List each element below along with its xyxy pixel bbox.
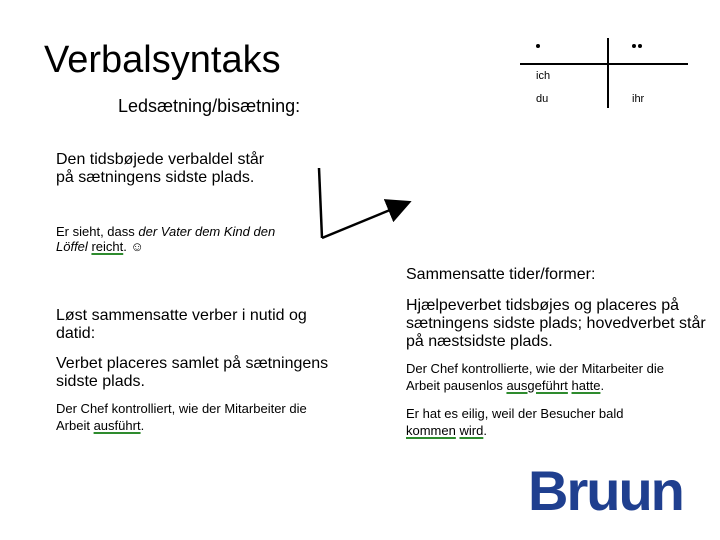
verb-reicht: reicht bbox=[91, 239, 124, 254]
verb-ausgefuehrt: ausgeführt bbox=[506, 378, 568, 393]
verb-ausfuehrt: ausführt bbox=[93, 418, 141, 433]
pronoun-ihr: ihr bbox=[632, 93, 645, 105]
example-sentence-4: Er hat es eilig, weil der Besucher bald kommen wird. bbox=[406, 406, 624, 438]
arrow-diagram-icon bbox=[312, 160, 417, 246]
grid-vertical-line bbox=[607, 38, 609, 108]
example-sentence-3: Der Chef kontrolliert, wie der Mitarbeiter die Arbeit ausführt. bbox=[56, 401, 307, 433]
verb-hatte: hatte bbox=[571, 378, 601, 393]
example-sentence: Er sieht, dass der Vater dem Kind den Löffel reicht. ☺ bbox=[56, 224, 276, 254]
right-rule: Hjælpeverbet tidsbøjes og placeres på sætningens sidste plads; hovedverbet står på næstsidste plads. bbox=[406, 297, 706, 350]
left-heading: Løst sammensatte verber i nutid og datid: bbox=[56, 307, 307, 342]
subtitle: Ledsætning/bisætning: bbox=[118, 96, 301, 116]
singular-dot-icon bbox=[536, 44, 540, 48]
bruun-logo: Bruun bbox=[528, 459, 683, 522]
pronoun-du: du bbox=[536, 93, 549, 105]
example-sentence-2: Der Chef kontrollierte, wie der Mitarbeiter die Arbeit pausenlos ausgeführt hatte. bbox=[406, 361, 664, 393]
right-heading: Sammensatte tider/former: bbox=[406, 266, 596, 283]
rule-text: Den tidsbøjede verbaldel står på sætningens sidste plads. bbox=[56, 151, 265, 186]
page-title: Verbalsyntaks bbox=[44, 39, 281, 81]
plural-dot-icon bbox=[632, 44, 636, 48]
verb-wird: wird bbox=[459, 423, 484, 438]
pronoun-ich: ich bbox=[536, 70, 551, 82]
verb-kommen: kommen bbox=[406, 423, 456, 438]
smiley-icon: ☺ bbox=[130, 239, 144, 254]
grid-horizontal-line bbox=[520, 63, 688, 65]
left-rule: Verbet placeres samlet på sætningens sidste plads. bbox=[56, 355, 329, 390]
plural-dot-icon bbox=[638, 44, 642, 48]
